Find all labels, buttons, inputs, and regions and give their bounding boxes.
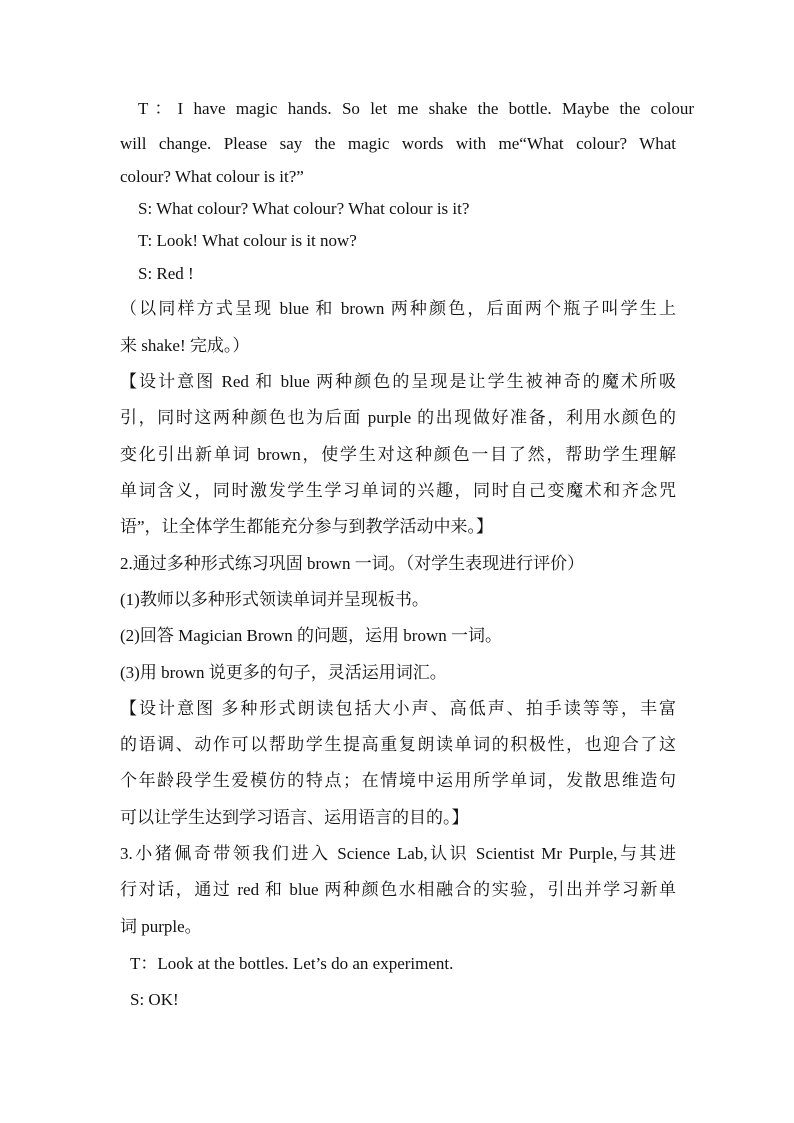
design-intent-line: 可以让学生达到学习语言、运用语言的目的。】 xyxy=(120,808,469,827)
design-intent-line: 个年龄段学生爱模仿的特点；在情境中运用所学单词，发散思维造句 xyxy=(120,771,676,790)
dialogue-line: T：I have magic hands. So let me shake the bottle. Maybe the colour xyxy=(138,99,694,118)
list-item: (1)教师以多种形式领读单词并呈现板书。 xyxy=(120,590,429,609)
paragraph-line: （以同样方式呈现 blue 和 brown 两种颜色，后面两个瓶子叫学生上 xyxy=(120,299,676,318)
dialogue-line: S: Red ! xyxy=(138,264,194,283)
design-intent-line: 语”，让全体学生都能充分参与到教学活动中来。】 xyxy=(120,517,494,536)
paragraph-line: 来 shake! 完成。） xyxy=(120,336,250,355)
design-intent-line: 引，同时这两种颜色也为后面 purple 的出现做好准备，利用水颜色的 xyxy=(120,408,676,427)
design-intent-line: 单词含义，同时激发学生学习单词的兴趣，同时自己变魔术和齐念咒 xyxy=(120,481,676,500)
dialogue-line: will change. Please say the magic words with me“What colour? What xyxy=(120,134,676,153)
design-intent-line: 【设计意图 Red 和 blue 两种颜色的呈现是让学生被神奇的魔术所吸 xyxy=(120,372,676,391)
section-heading: 3.小猪佩奇带领我们进入 Science Lab,认识 Scientist Mr Purple,与其进 xyxy=(120,844,676,863)
list-item: (2)回答 Magician Brown 的问题，运用 brown 一词。 xyxy=(120,626,502,645)
paragraph-line: 行对话，通过 red 和 blue 两种颜色水相融合的实验，引出并学习新单 xyxy=(120,880,676,899)
list-item: (3)用 brown 说更多的句子，灵活运用词汇。 xyxy=(120,663,447,682)
dialogue-line: T: Look! What colour is it now? xyxy=(138,231,357,250)
design-intent-line: 的语调、动作可以帮助学生提高重复朗读单词的积极性，也迎合了这 xyxy=(120,735,676,754)
section-heading: 2.通过多种形式练习巩固 brown 一词。（对学生表现进行评价） xyxy=(120,554,585,573)
design-intent-line: 【设计意图 多种形式朗读包括大小声、高低声、拍手读等等，丰富 xyxy=(120,699,676,718)
dialogue-line: colour? What colour is it?” xyxy=(120,167,304,186)
dialogue-line: S: OK! xyxy=(130,990,179,1009)
dialogue-line: T：Look at the bottles. Let’s do an experiment. xyxy=(130,954,454,973)
design-intent-line: 变化引出新单词 brown，使学生对这种颜色一目了然，帮助学生理解 xyxy=(120,445,676,464)
dialogue-line: S: What colour? What colour? What colour is it? xyxy=(138,199,470,218)
paragraph-line: 词 purple。 xyxy=(120,917,202,936)
